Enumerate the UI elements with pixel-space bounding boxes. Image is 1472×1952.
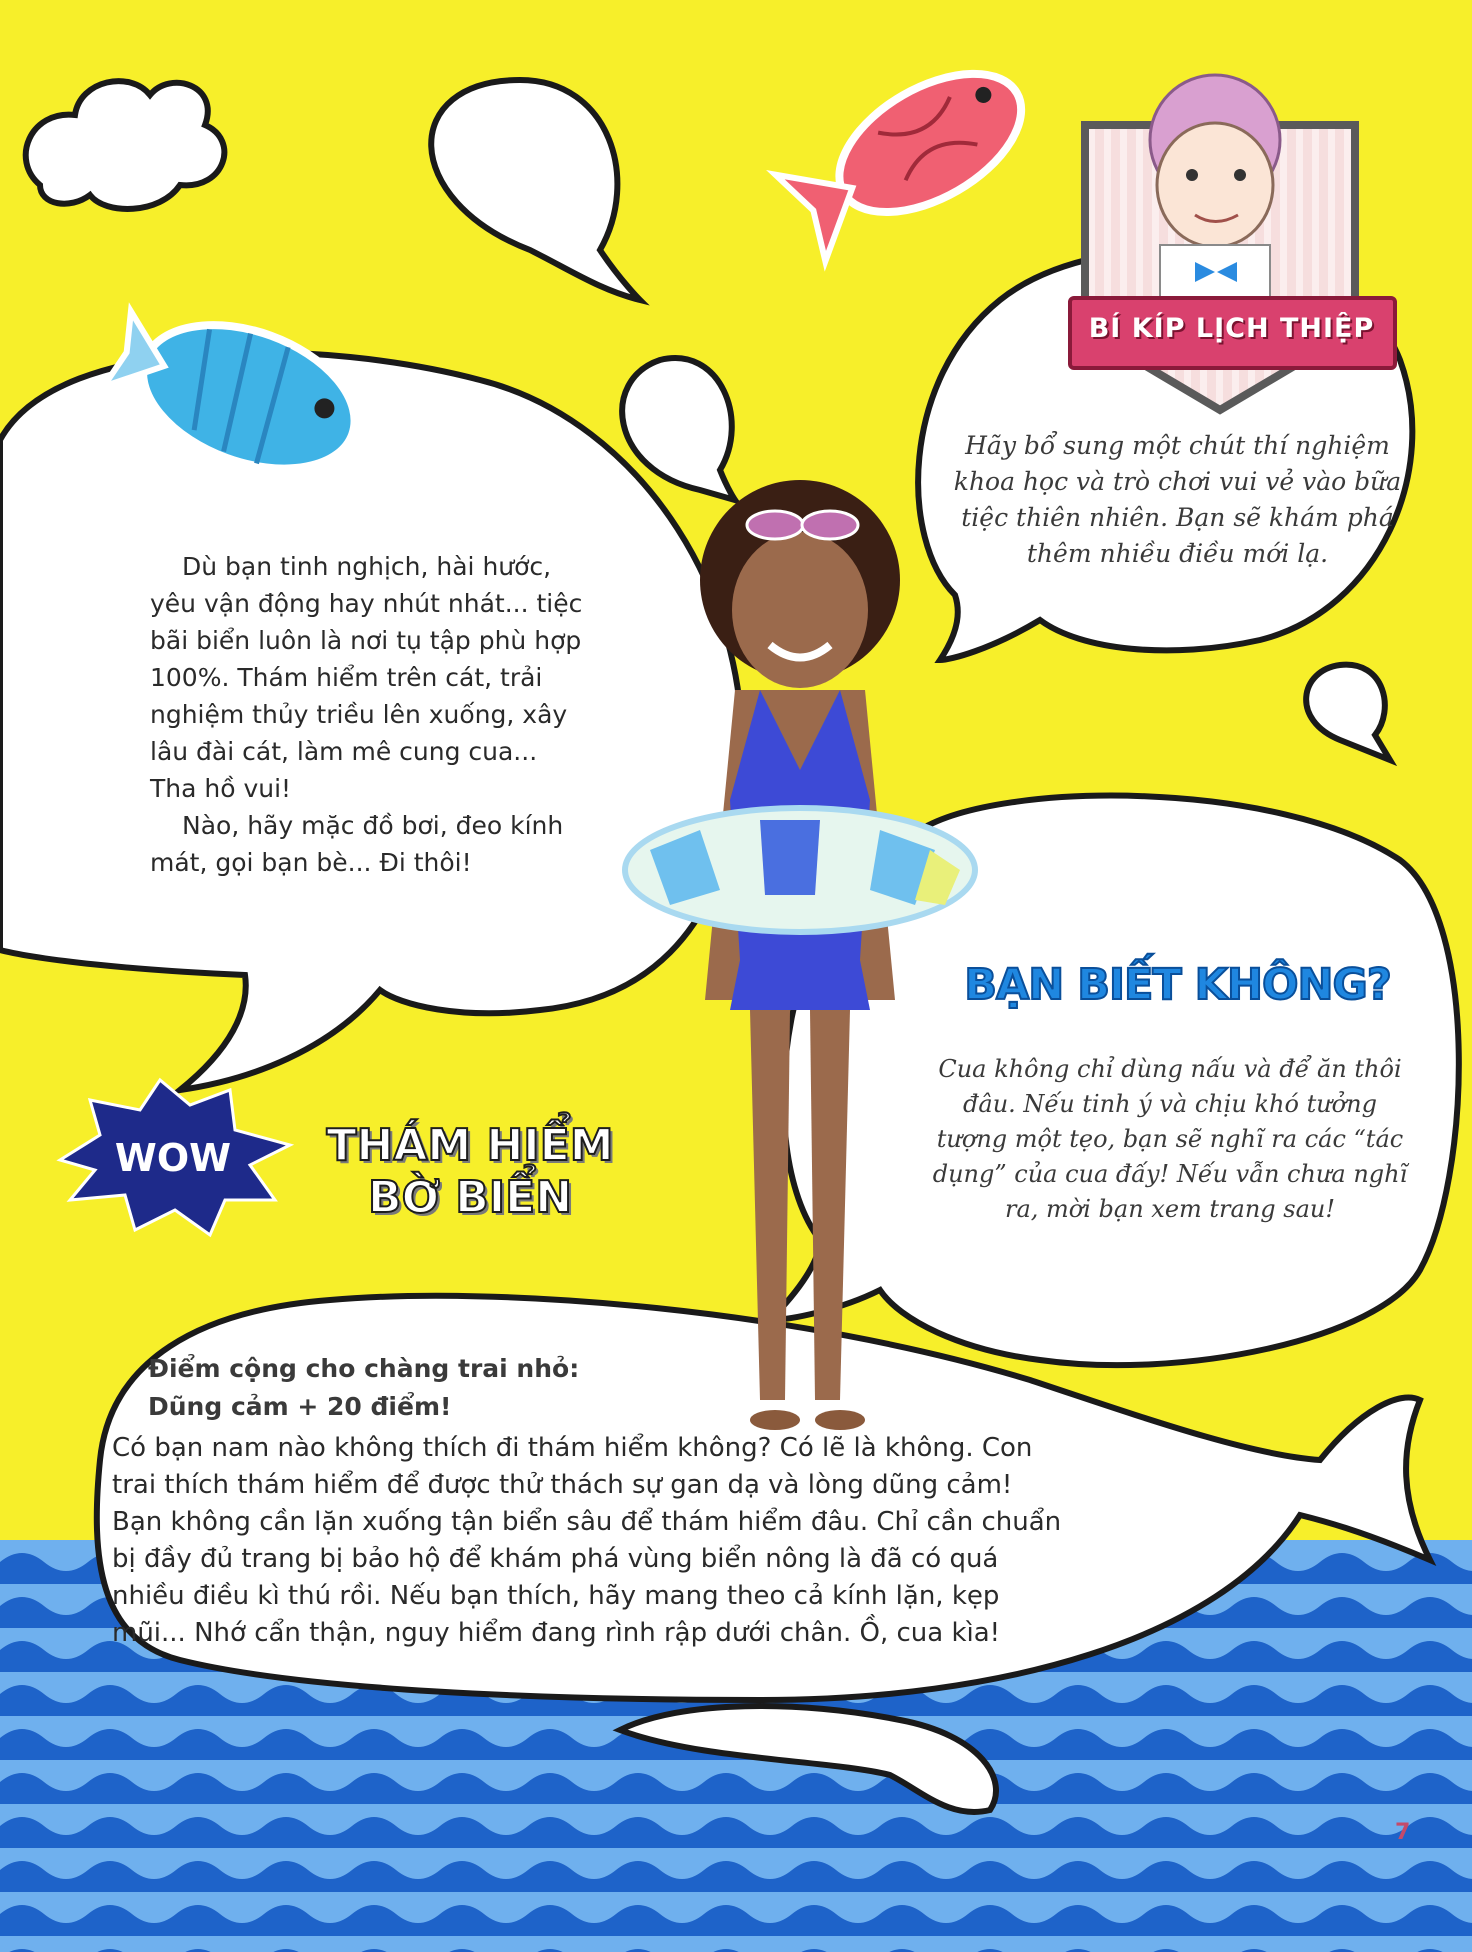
page-number: 7 <box>1395 1820 1411 1845</box>
intro-paragraph: Nào, hãy mặc đồ bơi, đeo kính mát, gọi bạn bè... Đi thôi! <box>150 811 564 877</box>
wow-badge-label: WOW <box>114 1136 232 1180</box>
tip-title: BÍ KÍP LỊCH THIỆP <box>1088 313 1375 344</box>
did-you-know-body: Cua không chỉ dùng nấu và để ăn thôi đâu. Nếu tinh ý và chịu khó tưởng tượng một tẹo, bạn sẽ nghĩ ra các “tác dụng” của cua đấy! Nếu vẫn chưa nghĩ ra, mời bạn xem trang sau! <box>932 1055 1408 1223</box>
boy-bonus-line1: Điểm cộng cho chàng trai nhỏ: <box>148 1354 580 1383</box>
section-title-line2: BỜ BIỂN <box>367 1172 573 1223</box>
small-bubble <box>431 80 640 300</box>
did-you-know-title: BẠN BIẾT KHÔNG? <box>964 960 1391 1010</box>
boy-bonus-line2: Dũng cảm + 20 điểm! <box>148 1392 452 1421</box>
section-title-line1: THÁM HIỂM <box>326 1120 614 1171</box>
cloud-shape <box>26 81 225 209</box>
intro-text <box>150 548 590 881</box>
boy-bonus <box>148 1350 708 1426</box>
intro-paragraph: Dù bạn tinh nghịch, hài hước, yêu vận động hay nhút nhát... tiệc bãi biển luôn là nơi tụ tập phù hợp 100%. Thám hiểm trên cát, trải nghiệm thủy triều lên xuống, xây lâu đài cát, làm mê cung cua... Tha hồ vui! <box>150 552 583 803</box>
tip-shield-emblem <box>1070 75 1395 410</box>
red-fish-illustration <box>773 45 1045 265</box>
small-bubble <box>1306 665 1390 760</box>
tip-body: Hãy bổ sung một chút thí nghiệm khoa học và trò chơi vui vẻ vào bữa tiệc thiên nhiên. Bạn sẽ khám phá thêm nhiều điều mới lạ. <box>953 431 1402 568</box>
section-title <box>305 1120 635 1224</box>
explore-body-text: Có bạn nam nào không thích đi thám hiểm không? Có lẽ là không. Con trai thích thám hiểm để được thử thách sự gan dạ và lòng dũng cảm! Bạn không cần lặn xuống tận biển sâu để thám hiểm đâu. Chỉ cần chuẩn bị đầy đủ trang bị bảo hộ để khám phá vùng biển nông là đã có quá nhiều điều kì thú rồi. Nếu bạn thích, hãy mang theo cả kính lặn, kẹp mũi... Nhớ cẩn thận, nguy hiểm đang rình rập dưới chân. Ồ, cua kìa! <box>112 1433 1062 1648</box>
